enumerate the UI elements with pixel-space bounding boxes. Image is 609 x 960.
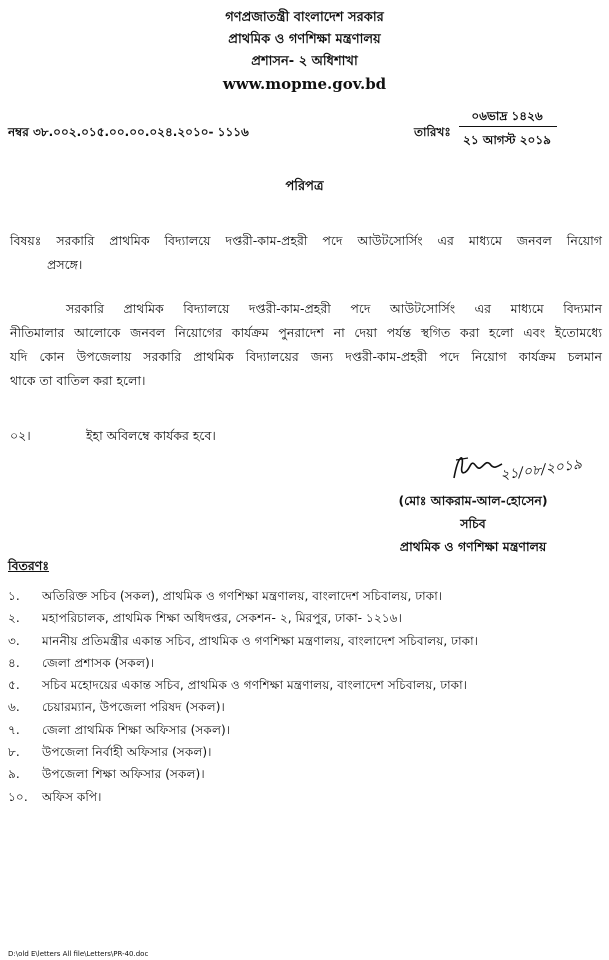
body-line-4: থাকে তা বাতিল করা হলো। xyxy=(10,373,146,388)
header-wing: প্রশাসন- ২ অধিশাখা xyxy=(251,54,358,69)
signatory-ministry: প্রাথমিক ও গণশিক্ষা মন্ত্রণালয় xyxy=(399,539,547,554)
para-text: ইহা অবিলম্বে কার্যকর হবে। xyxy=(86,428,216,443)
list-item: ৩. মাননীয় প্রতিমন্ত্রীর একান্ত সচিব, প্রাথমিক ও গণশিক্ষা মন্ত্রণালয়, বাংলাদেশ সচিবালয়, ঢাকা। xyxy=(8,633,479,648)
list-item: ৬. চেয়ারম্যান, উপজেলা পরিষদ (সকল)। xyxy=(8,700,225,715)
body-line-1: সরকারি প্রাথমিক বিদ্যালয়ে দপ্তরী-কাম-প্রহরী পদে আউটসোর্সিং এর মাধ্যমে বিদ্যমান xyxy=(66,301,602,316)
signatory-name: (মোঃ আকরাম-আল-হোসেন) xyxy=(398,493,548,508)
header-website: www.mopme.gov.bd xyxy=(222,75,387,93)
page-title: পরিপত্র xyxy=(285,179,324,194)
date-divider xyxy=(459,126,557,127)
list-item: ১. অতিরিক্ত সচিব (সকল), প্রাথমিক ও গণশিক্ষা মন্ত্রণালয়, বাংলাদেশ সচিবালয়, ঢাকা। xyxy=(8,589,443,603)
list-item: ৮. উপজেলা নির্বাহী অফিসার (সকল)। xyxy=(8,745,212,760)
list-item: ৯. উপজেলা শিক্ষা অফিসার (সকল)। xyxy=(8,767,205,782)
signatory-designation: সচিব xyxy=(460,516,486,531)
header-government: গণপ্রজাতন্ত্রী বাংলাদেশ সরকার xyxy=(225,10,384,25)
para-number: ০২। xyxy=(10,428,31,443)
header-ministry: প্রাথমিক ও গণশিক্ষা মন্ত্রণালয় xyxy=(228,32,381,47)
subject-line-1: বিষয়ঃ সরকারি প্রাথমিক বিদ্যালয়ে দপ্তরী-কাম-প্রহরী পদে আউটসোর্সিং এর মাধ্যমে জনবল নিয়োগ xyxy=(10,233,602,248)
date-label: তারিখঃ xyxy=(414,125,451,139)
footer-file-path: D:\old E\letters All file\Letters\PR-40.doc xyxy=(8,950,149,958)
subject-line-2: প্রসঙ্গে। xyxy=(47,257,83,272)
list-item: ২. মহাপরিচালক, প্রাথমিক শিক্ষা অধিদপ্তর, সেকশন- ২, মিরপুর, ঢাকা- ১২১৬। xyxy=(8,611,402,626)
list-item: ৫. সচিব মহোদয়ের একান্ত সচিব, প্রাথমিক ও গণশিক্ষা মন্ত্রণালয়, বাংলাদেশ সচিবালয়, ঢাকা। xyxy=(8,678,468,693)
memo-number: নম্বর ৩৮.০০২.০১৫.০০.০০.০২৪.২০১০- ১১১৬ xyxy=(8,125,249,139)
date-gregorian: ২১ আগস্ট ২০১৯ xyxy=(463,133,551,147)
list-item: ১০. অফিস কপি। xyxy=(8,789,102,804)
signature-image xyxy=(450,448,600,484)
signature-date: ২১/০৮/২০১৯ xyxy=(499,456,583,484)
list-item: ৪. জেলা প্রশাসক (সকল)। xyxy=(8,655,155,670)
body-line-2: নীতিমালার আলোকে জনবল নিয়োগের কার্যক্রম পুনরাদেশ না দেয়া পর্যন্ত স্থগিত করা হলো এবং ইতোমধ্যে xyxy=(10,325,602,340)
list-item: ৭. জেলা প্রাথমিক শিক্ষা অফিসার (সকল)। xyxy=(8,722,231,737)
distribution-list xyxy=(8,585,603,808)
date-bangla: ০৬ভাদ্র ১৪২৬ xyxy=(471,109,543,123)
body-line-3: যদি কোন উপজেলায় সরকারি প্রাথমিক বিদ্যালয়ের জন্য দপ্তরী-কাম-প্রহরী পদে নিয়োগ কার্যক্রম চলমান xyxy=(10,349,602,364)
distribution-heading: বিতরণঃ xyxy=(8,558,50,573)
